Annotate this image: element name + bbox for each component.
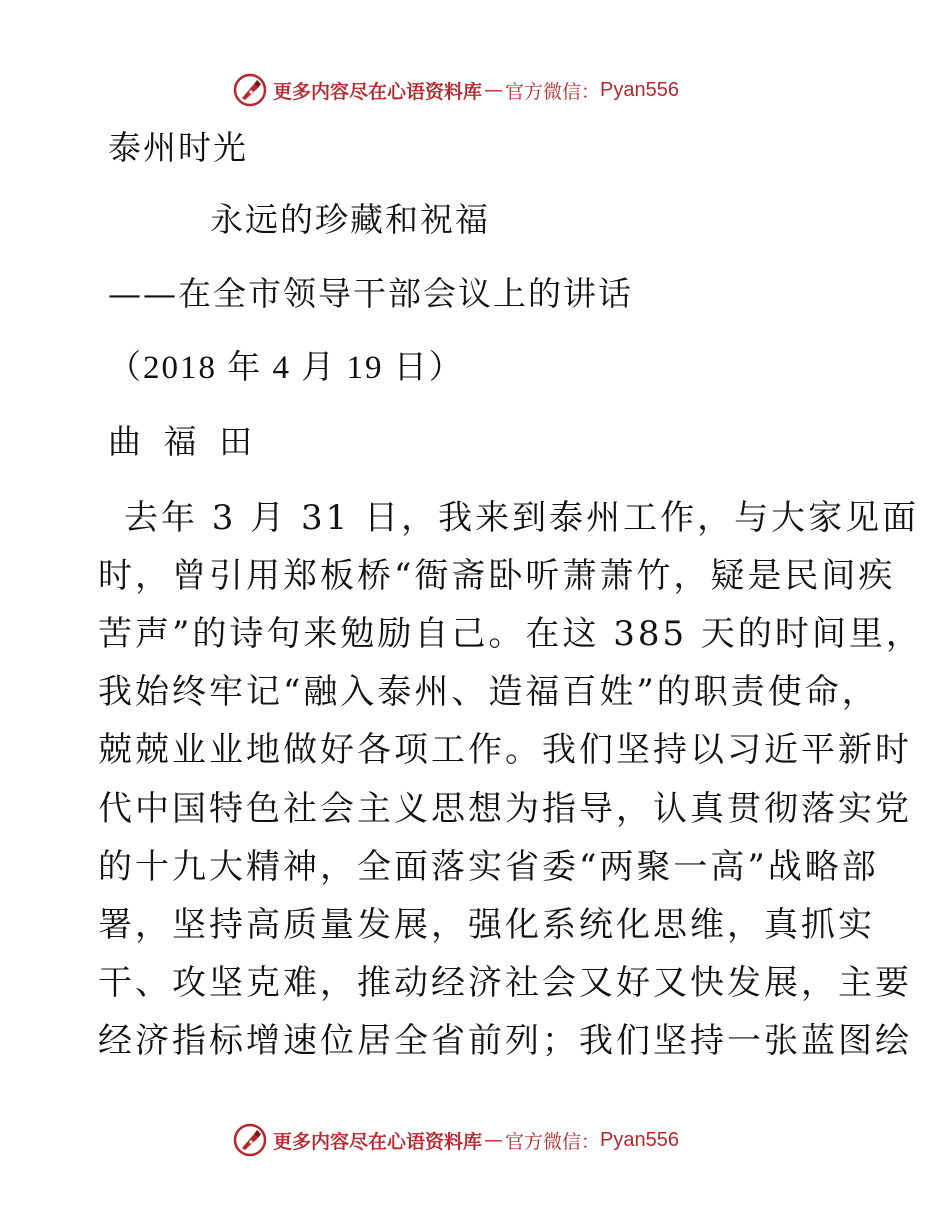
header-banner [233,72,679,108]
body-line-2: 时，曾引用郑板桥“衙斋卧听萧萧竹，疑是民间疾 [98,556,896,596]
banner-wechat-id: Pyan556 [600,78,679,101]
banner-text: 更多内容尽在心语资料库 [273,1130,483,1153]
body-line-4: 我始终牢记“融入泰州、造福百姓”的职责使命， [98,672,879,712]
banner-wechat-id: Pyan556 [600,1128,679,1151]
author-name: 曲 福 田 [108,422,258,461]
body-line-3: 苦声”的诗句来勉励自己。在这 385 天的时间里， [98,614,923,654]
banner-text: 更多内容尽在心语资料库 [273,80,483,103]
body-line-1: 去年 3 月 31 日，我来到泰州工作，与大家见面 [124,498,920,538]
body-line-8: 署，坚持高质量发展，强化系统化思维，真抓实 [98,905,875,945]
body-line-5: 兢兢业业地做好各项工作。我们坚持以习近平新时 [98,730,912,770]
body-line-6: 代中国特色社会主义思想为指导，认真贯彻落实党 [98,789,912,829]
footer-banner [233,1122,679,1158]
subtitle: ——在全市领导干部会议上的讲话 [108,274,633,313]
body-line-9: 干、攻坚克难，推动经济社会又好又快发展，主要 [98,963,912,1003]
pen-nib-icon [233,73,267,107]
banner-wechat-label: 官方微信： [505,80,601,103]
body-line-7: 的十九大精神，全面落实省委“两聚一高”战略部 [98,847,879,887]
page-title: 永远的珍藏和祝福 [210,200,490,239]
speech-date: （2018 年 4 月 19 日） [108,350,464,386]
banner-wechat-label: 官方微信： [505,1130,601,1153]
pen-nib-icon [233,1123,267,1157]
banner-separator: — [484,79,504,101]
body-line-10: 经济指标增速位居全省前列；我们坚持一张蓝图绘 [98,1021,912,1061]
banner-separator: — [484,1129,504,1151]
section-title: 泰州时光 [108,128,248,167]
